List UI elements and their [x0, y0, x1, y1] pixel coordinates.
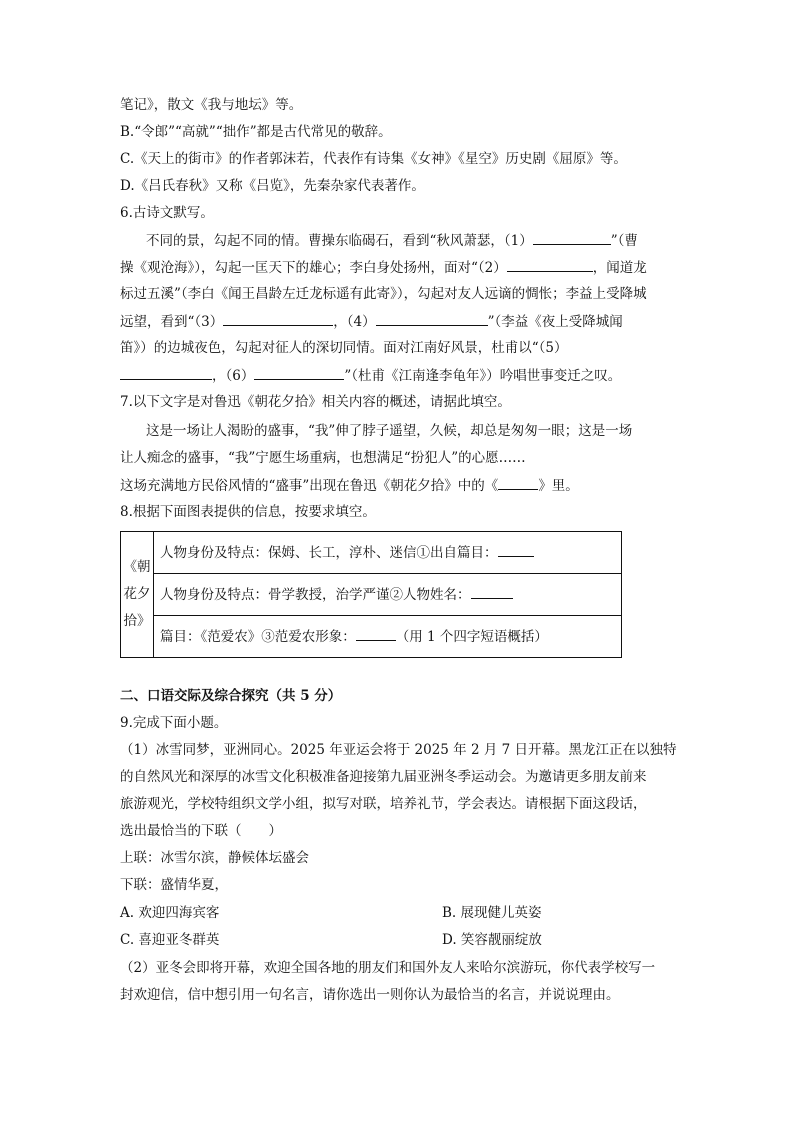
option-d-line: D.《吕氏春秋》又称《吕览》，先秦杂家代表著作。 — [120, 178, 425, 194]
row-text: 篇目：《范爱农》③范爱农形象： — [160, 629, 356, 645]
book-title-line: 花夕 — [123, 586, 151, 602]
q6-text: ，（4） — [333, 314, 376, 330]
q7-paragraph-line — [120, 475, 680, 496]
q7-paragraph-line: 让人痴念的盛事，“我”宁愿生场重病，也想满足“扮犯人”的心愿…… — [120, 450, 526, 466]
table-row — [154, 574, 622, 616]
q9-part2-line: 封欢迎信，信中想引用一句名言，请你选出一则你认为最恰当的名言，并说说理由。 — [120, 987, 620, 1003]
q7-text: 这场充满地方民俗风情的“盛事”出现在鲁迅《朝花夕拾》中的《 — [120, 478, 499, 494]
q6-text: 远望，看到“（3） — [120, 314, 224, 330]
q6-paragraph-line — [120, 365, 680, 386]
answer-blank-table-1[interactable] — [498, 542, 534, 557]
q6-text: ，闻道龙 — [592, 260, 647, 276]
lower-couplet: 下联：盛情华夏， — [120, 877, 228, 893]
q9-part1-line: 选出最恰当的下联（ ） — [120, 823, 282, 839]
question-9-title: 9.完成下面小题。 — [120, 715, 228, 731]
q6-paragraph-line — [146, 230, 706, 251]
option-c-line: C.《天上的街市》的作者郭沫若，代表作有诗集《女神》《星空》历史剧《屈原》等。 — [120, 151, 627, 167]
table-row — [154, 532, 622, 574]
q6-paragraph-line: 标过五溪”（李白《闻王昌龄左迁龙标遥有此寄》），勾起对友人远谪的惆怅；李益上受降城 — [120, 286, 647, 302]
q6-text: ，（6） — [212, 368, 255, 384]
q9-part1-line: 的自然风光和深厚的冰雪文化积极准备迎接第九届亚洲冬季运动会。为邀请更多朋友前来 — [120, 769, 647, 785]
answer-blank-1[interactable] — [533, 230, 611, 245]
q6-text: 操《观沧海》），勾起一匡天下的雄心；李白身处扬州，面对“（2） — [120, 260, 507, 276]
upper-couplet: 上联：冰雪尔滨，静候体坛盛会 — [120, 850, 309, 866]
row-text: 人物身份及特点：骨学教授，治学严谨②人物姓名： — [160, 587, 471, 603]
question-8-title: 8.根据下面图表提供的信息，按要求填空。 — [120, 504, 376, 520]
choice-b[interactable]: B. 展现健儿英姿 — [442, 905, 542, 921]
q6-text: 不同的景，勾起不同的情。曹操东临碣石，看到“秋风萧瑟，（1） — [146, 233, 533, 249]
q7-paragraph-line: 这是一场让人渴盼的盛事，“我”伸了脖子遥望，久候，却总是匆匆一眼；这是一场 — [146, 423, 633, 439]
option-b-line: B.“令郎”“高就”“拙作”都是古代常见的敬辞。 — [120, 124, 392, 140]
q9-part1-line: 旅游观光，学校特组织文学小组，拟写对联，培养礼节，学会表达。请根据下面这段话， — [120, 796, 647, 812]
q6-text: ”（杜甫《江南逢李龟年》）吟唱世事变迁之叹。 — [344, 368, 622, 384]
answer-blank-3[interactable] — [223, 311, 333, 326]
question-6-title: 6.古诗文默写。 — [120, 205, 214, 221]
row-text: 人物身份及特点：保姆、长工，淳朴、迷信①出自篇目： — [160, 545, 498, 561]
choice-a[interactable]: A. 欢迎四海宾客 — [120, 905, 220, 921]
text-line: 笔记》，散文《我与地坛》等。 — [120, 97, 303, 113]
q6-paragraph-line — [120, 311, 680, 332]
answer-blank-2[interactable] — [507, 257, 593, 272]
book-title-line: 拾》 — [123, 613, 151, 629]
choice-d[interactable]: D. 笑容靓丽绽放 — [442, 932, 542, 948]
answer-blank-5[interactable] — [120, 365, 212, 380]
table-row — [154, 616, 622, 658]
q9-part1-line: （1）冰雪同梦，亚洲同心。2025 年亚运会将于 2025 年 2 月 7 日开幕。黑龙江正在以独特 — [120, 742, 677, 758]
info-table — [120, 531, 622, 658]
answer-blank-4[interactable] — [376, 311, 488, 326]
q6-paragraph-line: 笛》）的边城夜色，勾起对征人的深切同情。面对江南好风景，杜甫以“（5） — [120, 340, 568, 356]
q6-paragraph-line — [120, 257, 680, 278]
book-title-cell — [121, 532, 154, 658]
q7-text: 》里。 — [538, 478, 579, 494]
q6-text: ”（李益《夜上受降城闻 — [487, 314, 623, 330]
choice-c[interactable]: C. 喜迎亚冬群英 — [120, 932, 220, 948]
answer-blank-q7[interactable] — [498, 475, 538, 490]
section-2-heading: 二、口语交际及综合探究（共 5 分） — [120, 688, 342, 704]
answer-blank-6[interactable] — [254, 365, 344, 380]
q9-part2-line: （2）亚冬会即将开幕，欢迎全国各地的朋友们和国外友人来哈尔滨游玩，你代表学校写一 — [120, 960, 656, 976]
answer-blank-table-3[interactable] — [356, 626, 396, 641]
book-title-line: 《朝 — [123, 559, 151, 575]
answer-blank-table-2[interactable] — [471, 584, 513, 599]
question-7-title: 7.以下文字是对鲁迅《朝花夕拾》相关内容的概述，请据此填空。 — [120, 394, 511, 410]
row-tail-text: （用 1 个四字短语概括） — [395, 629, 548, 645]
q6-text: ”（曹 — [610, 233, 638, 249]
